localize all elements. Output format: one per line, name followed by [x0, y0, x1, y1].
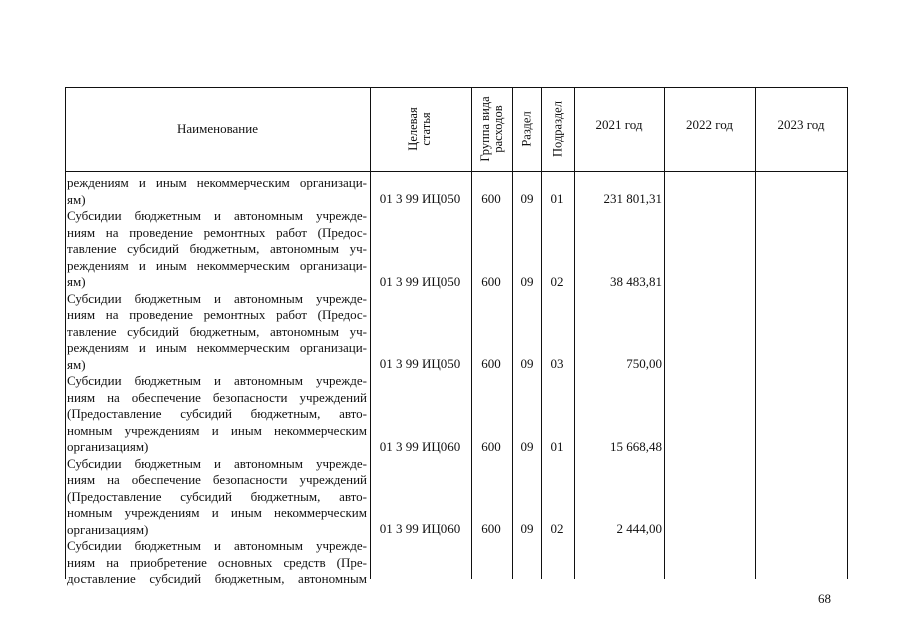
col-border	[370, 87, 371, 579]
row-1-2021: 231 801,31	[603, 191, 662, 206]
row-3-line-1: Субсидии бюджетным и автономным учрежде-	[67, 290, 367, 306]
row-4-group: 600	[481, 439, 501, 454]
table-top-border	[65, 87, 848, 88]
row-1-group: 600	[481, 191, 501, 206]
row-2-line-2: ниям на проведение ремонтных работ (Предос-	[67, 224, 367, 240]
row-2-line-1: Субсидии бюджетным и автономным учрежде-	[67, 208, 367, 223]
row-5-line-1: Субсидии бюджетным и автономным учрежде-	[67, 455, 367, 471]
row-5-2021: 2 444,00	[616, 521, 662, 536]
header-2023: 2023 год	[777, 117, 825, 132]
row-5-line-3: (Предоставление субсидий бюджетным, авто-	[67, 488, 367, 504]
row-2-section: 09	[520, 274, 534, 289]
row-2-article: 01 3 99 ИЦ050	[379, 274, 461, 289]
row-4-article: 01 3 99 ИЦ060	[379, 439, 461, 454]
col-border	[755, 87, 756, 579]
row-1-line-1: реждениям и иным некоммерческим организаци-	[67, 175, 367, 190]
col-border	[574, 87, 575, 579]
row-3-section: 09	[520, 356, 534, 371]
row-4-section: 09	[520, 439, 534, 454]
col-border	[847, 87, 848, 579]
row-4-line-1: Субсидии бюджетным и автономным учрежде-	[67, 373, 367, 388]
page-number: 68	[818, 591, 831, 606]
row-1-line-2: ям)	[67, 191, 86, 207]
row-1-section: 09	[520, 191, 534, 206]
row-5-line-5: организациям)	[67, 521, 149, 537]
row-6-line-3: доставление субсидий бюджетным, автономным	[67, 571, 367, 586]
row-4-line-3: (Предоставление субсидий бюджетным, авто-	[67, 406, 367, 421]
row-4-line-2: ниям на обеспечение безопасности учреждений	[67, 389, 367, 405]
row-4-subsection: 01	[550, 439, 564, 454]
row-5-article: 01 3 99 ИЦ060	[379, 521, 461, 536]
row-6-line-2: ниям на приобретение основных средств (Пре-	[67, 554, 367, 570]
col-border	[541, 87, 542, 579]
row-3-line-2: ниям на проведение ремонтных работ (Предос-	[67, 307, 367, 322]
header-section: Раздел	[519, 111, 534, 147]
row-4-2021: 15 668,48	[610, 439, 662, 454]
row-2-line-3: тавление субсидий бюджетным, автономным уч-	[67, 241, 367, 256]
row-5-subsection: 02	[550, 521, 564, 536]
row-5-line-4: номным учреждениям и иным некоммерческим	[67, 505, 367, 520]
col-border	[471, 87, 472, 579]
name-column	[67, 175, 367, 588]
row-5-group: 600	[481, 521, 501, 536]
row-2-subsection: 02	[550, 274, 564, 289]
row-6-line-1: Субсидии бюджетным и автономным учрежде-	[67, 538, 367, 553]
row-5-section: 09	[520, 521, 534, 536]
header-bottom-border	[65, 171, 848, 172]
header-2022: 2022 год	[686, 117, 733, 132]
row-3-article: 01 3 99 ИЦ050	[379, 356, 461, 371]
header-2021: 2021 год	[595, 117, 643, 132]
row-2-group: 600	[481, 274, 501, 289]
row-3-2021: 750,00	[626, 356, 662, 371]
row-3-line-4: реждениям и иным некоммерческим организаци-	[67, 340, 367, 355]
row-2-line-4: реждениям и иным некоммерческим организаци-	[67, 257, 367, 273]
row-3-subsection: 03	[550, 356, 564, 371]
row-2-2021: 38 483,81	[610, 274, 662, 289]
header-expense-group: Группа вида расходов	[478, 96, 505, 162]
header-target-article: Целевая статья	[406, 107, 433, 151]
row-3-line-3: тавление субсидий бюджетным, автономным уч-	[67, 323, 367, 339]
row-3-group: 600	[481, 356, 501, 371]
row-1-subsection: 01	[550, 191, 564, 206]
row-5-line-2: ниям на обеспечение безопасности учреждений	[67, 472, 367, 487]
row-2-line-5: ям)	[67, 274, 86, 289]
header-name: Наименование	[177, 121, 258, 136]
col-border	[664, 87, 665, 579]
col-border	[512, 87, 513, 579]
header-subsection: Подраздел	[550, 101, 565, 157]
row-1-article: 01 3 99 ИЦ050	[379, 191, 461, 206]
row-4-line-4: номным учреждениям и иным некоммерческим	[67, 422, 367, 438]
row-4-line-5: организациям)	[67, 439, 149, 454]
row-3-line-5: ям)	[67, 356, 86, 372]
col-border	[65, 87, 66, 579]
